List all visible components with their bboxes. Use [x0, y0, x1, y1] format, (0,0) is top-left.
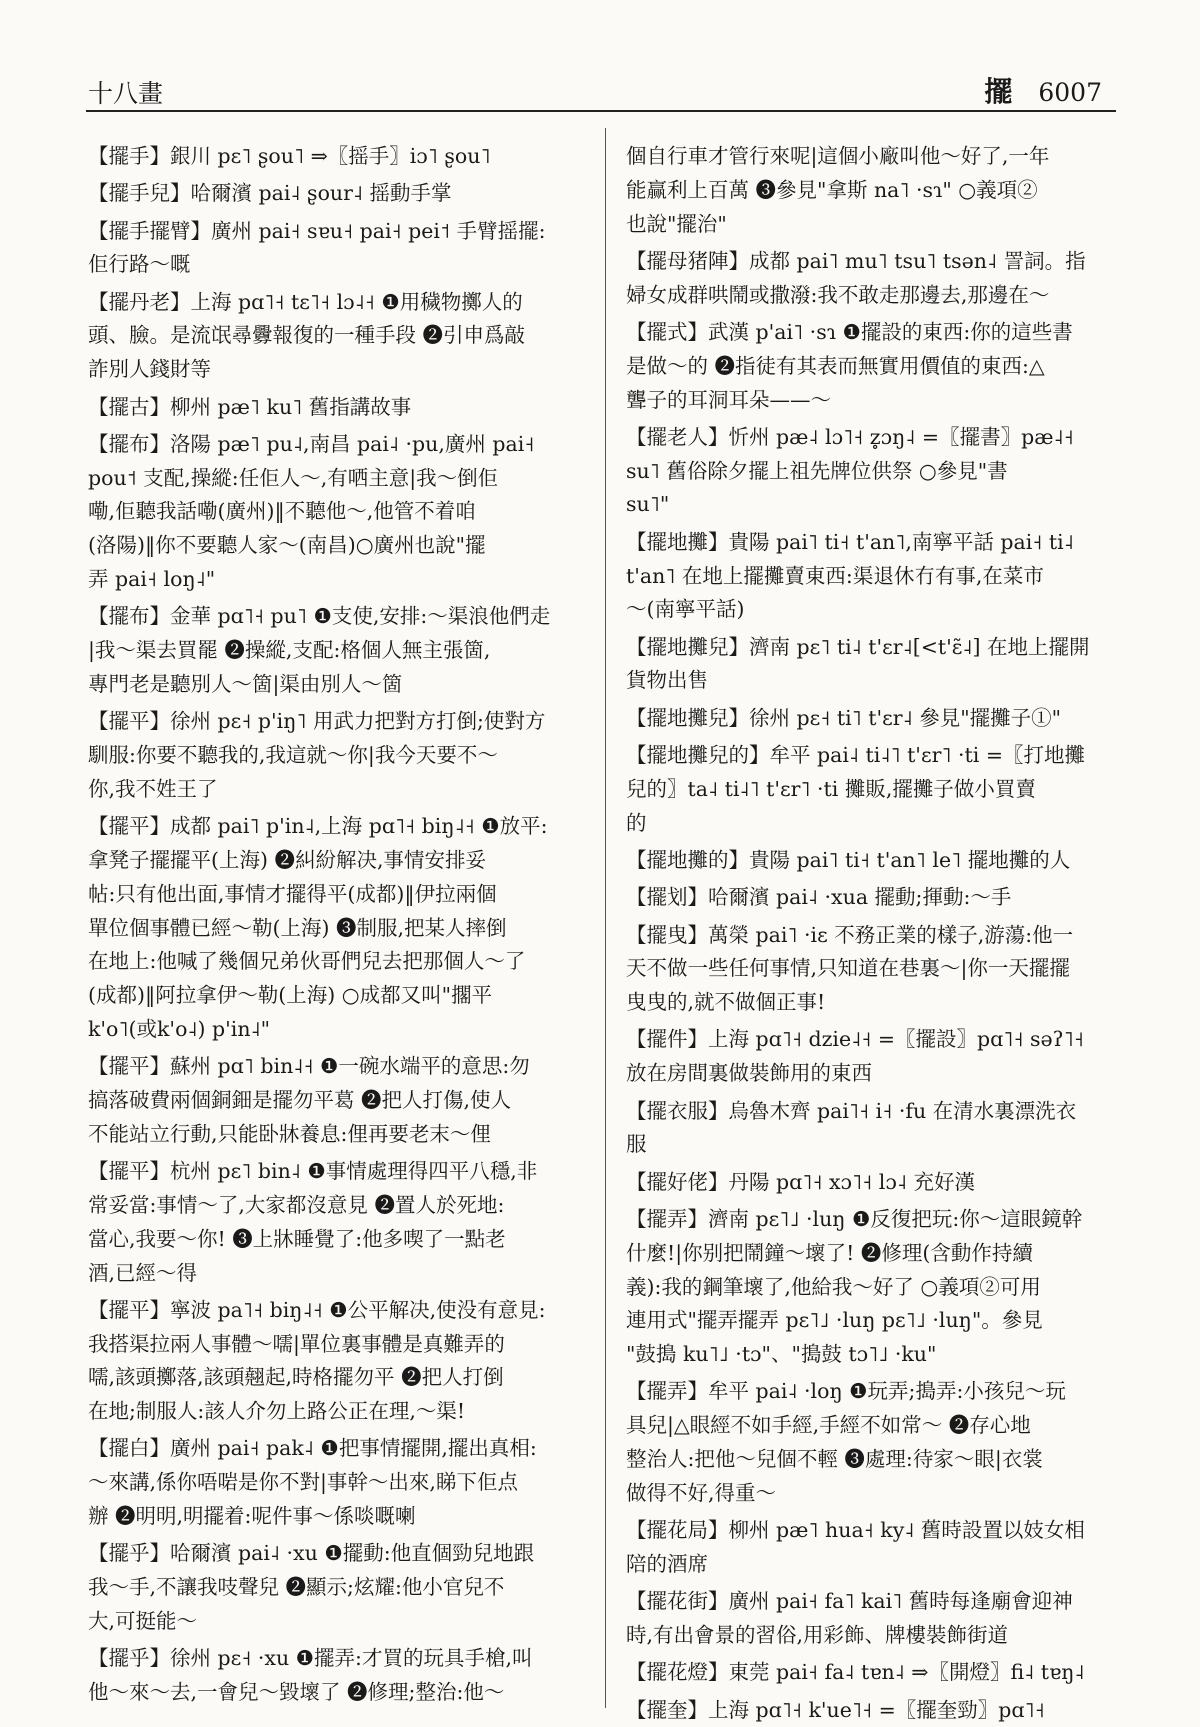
- dictionary-entry: 【擺地攤兒】徐州 pɛ˧ ti˥ t'ɛr˨ 參見"擺攤子①": [626, 705, 1062, 730]
- dictionary-entry: 【擺布】洛陽 pæ˥ pu˨,南昌 pai˨ ·pu,廣州 pai˧ pou˦ 支配,操縱:任佢人～,有哂主意|我～倒佢 嘞,佢聽我話嘞(廣州)‖不聽他～,他管不着咱 (洛陽)‖你不要聽人家～(南昌)○廣州也說"擺 弄 pai˧ loŋ˨": [88, 431, 535, 592]
- dictionary-entry: 【擺乎】徐州 pɛ˧ ·xu ❶擺弄:才買的玩具手槍,叫 他～來～去,一會兒～毀壞了 ❷修理;整治:他～: [88, 1646, 533, 1705]
- dictionary-entry: 【擺地攤兒的】牟平 pai˨ ti˨˥ t'ɛr˥ ·ti =〖打地攤 兒的〗ta˨ ti˨˥ t'ɛr˥ ·ti 攤販,擺攤子做小買賣 的: [626, 743, 1085, 835]
- dictionary-entry: 【擺乎】哈爾濱 pai˨ ·xu ❶擺動:他直個勁兒地跟 我～手,不讓我吱聲兒 ❷顯示;炫耀:他小官兒不 大,可挺能～: [88, 1541, 535, 1633]
- dictionary-entry: 【擺花局】柳州 pæ˥ hua˧ ky˨ 舊時設置以妓女相 陪的酒席: [626, 1518, 1085, 1576]
- dictionary-entry: 【擺老人】忻州 pæ˨ lɔ˥˧ z̥ɔŋ˨ =〖擺書〗pæ˨˧ su˥ 舊俗除夕擺上祖先牌位供祭 ○參見"書 su˥": [626, 424, 1074, 517]
- dictionary-entry: 【擺古】柳州 pæ˥ ku˥ 舊指講故事: [88, 394, 412, 419]
- dictionary-entry: 【擺平】杭州 pɛ˥ bin˨ ❶事情處理得四平八穩,非 常妥當:事情～了,大家都沒意見 ❷置人於死地: 當心,我要～你! ❸上牀睡覺了:他多喫了一點老 酒,已經～得: [88, 1159, 538, 1285]
- dictionary-entry: 【擺地攤兒】濟南 pɛ˥ ti˨ t'ɛr˨[<t'ɛ̃˨] 在地上擺開 貨物出售: [626, 634, 1090, 693]
- dictionary-entry: 【擺地攤的】貴陽 pai˥ ti˧ t'an˥ le˥ 擺地攤的人: [626, 847, 1071, 872]
- dictionary-entry: 【擺母猪陣】成都 pai˥ mu˥ tsu˥ tsən˨ 詈詞。指 婦女成群哄鬧或撒潑:我不敢走那邊去,那邊在～: [626, 248, 1086, 307]
- dictionary-entry: 【擺地攤】貴陽 pai˥ ti˧ t'an˥,南寧平話 pai˧ ti˨ t'an˥ 在地上擺攤賣東西:渠退休冇有事,在菜市 ～(南寧平話): [626, 529, 1074, 622]
- dictionary-entry: 【擺平】蘇州 pɑ˥ bin˨˧ ❶一碗水端平的意思:勿 搞落破費兩個銅鈿是擺勿平葛 ❷把人打傷,使人 不能站立行動,只能卧牀養息:俚再要老末～俚: [88, 1054, 530, 1146]
- dictionary-entry: 【擺丹老】上海 pɑ˥˧ tɛ˥˧ lɔ˨˧ ❶用穢物擲人的 頭、臉。是流氓尋釁報復的一種手段 ❷引申爲敲 詐別人錢財等: [88, 289, 526, 382]
- dictionary-entry: 【擺弄】牟平 pai˨ ·loŋ ❶玩弄;搗弄:小孩兒～玩 具兒|△眼經不如手經,手經不如常～ ❷存心地 整治人:把他～兒個不輕 ❸處理:待家～眼|衣裳 做得不好,得重～: [626, 1379, 1066, 1505]
- header-rule: [86, 110, 1116, 112]
- dictionary-entry: 【擺手擺臂】廣州 pai˧ sɐu˧ pai˧ pei˦ 手臂摇擺: 佢行路～嘅: [88, 218, 546, 277]
- running-head: [984, 70, 1102, 110]
- dictionary-entry: 【擺手兒】哈爾濱 pai˨ ʂour˨ 摇動手掌: [88, 181, 452, 206]
- dictionary-entry: 【擺曳】萬榮 pai˥ ·iɛ 不務正業的樣子,游蕩:他一 天不做一些任何事情,只知道在巷裏～|你一天擺擺 曳曳的,就不做個正事!: [626, 922, 1074, 1015]
- column-divider: [605, 128, 606, 1708]
- dictionary-entry: 【擺好佬】丹陽 pɑ˥˧ xɔ˥˧ lɔ˨ 充好漢: [626, 1169, 975, 1194]
- page-number: 6007: [1038, 78, 1102, 107]
- dictionary-entry: 【擺弄】濟南 pɛ˥˩ ·luŋ ❶反復把玩:你～這眼鏡幹 什麼!|你别把鬧鐘～壞了! ❷修理(含動作持續 義):我的鋼筆壞了,他給我～好了 ○義項②可用 連用式"擺弄擺弄 pɛ˥˩ ·luŋ pɛ˥˩ ·luŋ"。參見 "鼓搗 ku˥˩ ·tɔ"、"搗鼓 tɔ˥˩ ·ku": [626, 1206, 1083, 1367]
- dictionary-entry: 【擺衣服】烏魯木齊 pai˥˧ i˧ ·fu 在清水裏漂洗衣 服: [626, 1098, 1077, 1157]
- dictionary-entry: 個自行車才管行來呢|這個小廠叫他～好了,一年 能赢利上百萬 ❸參見"拿斯 na˥ ·sɿ" ○義項② 也說"擺治": [626, 144, 1050, 236]
- dictionary-entry: 【擺平】寧波 pa˥˧ biŋ˨˧ ❶公平解决,使没有意見: 我搭渠拉兩人事體～嚅|單位裏事體是真難弄的 嚅,該頭擲落,該頭翹起,時格擺勿平 ❷把人打倒 在地;制服人:該人介勿上路公正在理,～渠!: [88, 1297, 546, 1424]
- dictionary-entry: 【擺白】廣州 pai˧ pak˨ ❶把事情擺開,擺出真相: ～來講,係你唔啱是你不對|事幹～出來,睇下佢点 辦 ❷明明,明擺着:呢件事～係啖嘅喇: [88, 1436, 537, 1529]
- dictionary-entry: 【擺平】徐州 pɛ˧ p'iŋ˥ 用武力把對方打倒;使對方 馴服:你要不聽我的,我這就～你|我今天要不～ 你,我不姓王了: [88, 709, 546, 801]
- dictionary-entry: 【擺划】哈爾濱 pai˨ ·xua 擺動;揮動:～手: [626, 885, 1012, 910]
- dictionary-entry: 【擺件】上海 pɑ˥˧ dzie˨˧ =〖擺設〗pɑ˥˧ səʔ˥˧ 放在房間裏做裝飾用的東西: [626, 1027, 1084, 1086]
- dictionary-entry: 【擺布】金華 pɑ˥˧ pu˥ ❶支使,安排:～渠浪他們走 |我～渠去買罷 ❷操縱,支配:格個人無主張箇, 專門老是聽別人～箇|渠由別人～箇: [88, 604, 551, 696]
- dictionary-entry: 【擺平】成都 pai˥ p'in˨,上海 pɑ˥˧ biŋ˨˧ ❶放平: 拿凳子擺擺平(上海) ❷糾紛解决,事情安排妥 帖:只有他出面,事情才擺得平(成都)‖伊拉兩個 單位個事體已經～勒(上海) ❸制服,把某人摔倒 在地上:他喊了幾個兄弟伙哥們兒去把那個人～了 (成都)‖阿拉拿伊～勒(上海) ○成都又叫"擱平 k'o˥(或k'o˨) p'in˨": [88, 814, 548, 1041]
- head-character: 擺: [984, 75, 1013, 108]
- dictionary-entry: 【擺奎】上海 pɑ˥˧ k'ue˥˧ =〖擺奎勁〗pɑ˥˧: [626, 1697, 1045, 1722]
- dictionary-entry: 【擺式】武漢 p'ai˥ ·sɿ ❶擺設的東西:你的這些書 是做～的 ❷指徒有其表而無實用價值的東西:△ 聾子的耳洞耳朵——～: [626, 319, 1073, 412]
- right-column: [626, 140, 1122, 1722]
- section-heading: 十八畫: [88, 79, 164, 108]
- left-column: [88, 140, 584, 1705]
- dictionary-entry: 【擺花燈】東莞 pai˧ fa˨ tɐn˨ ⇒〖開燈〗fi˨ tɐŋ˨: [626, 1660, 1085, 1685]
- page-header: [0, 0, 1200, 110]
- dictionary-entry: 【擺手】銀川 pɛ˥ ʂou˥ ⇒〖摇手〗iɔ˥ ʂou˥: [88, 144, 491, 168]
- dictionary-entry: 【擺花街】廣州 pai˧ fa˥ kai˥ 舊時每逢廟會迎神 時,有出會景的習俗,用彩飾、牌樓裝飾街道: [626, 1589, 1073, 1647]
